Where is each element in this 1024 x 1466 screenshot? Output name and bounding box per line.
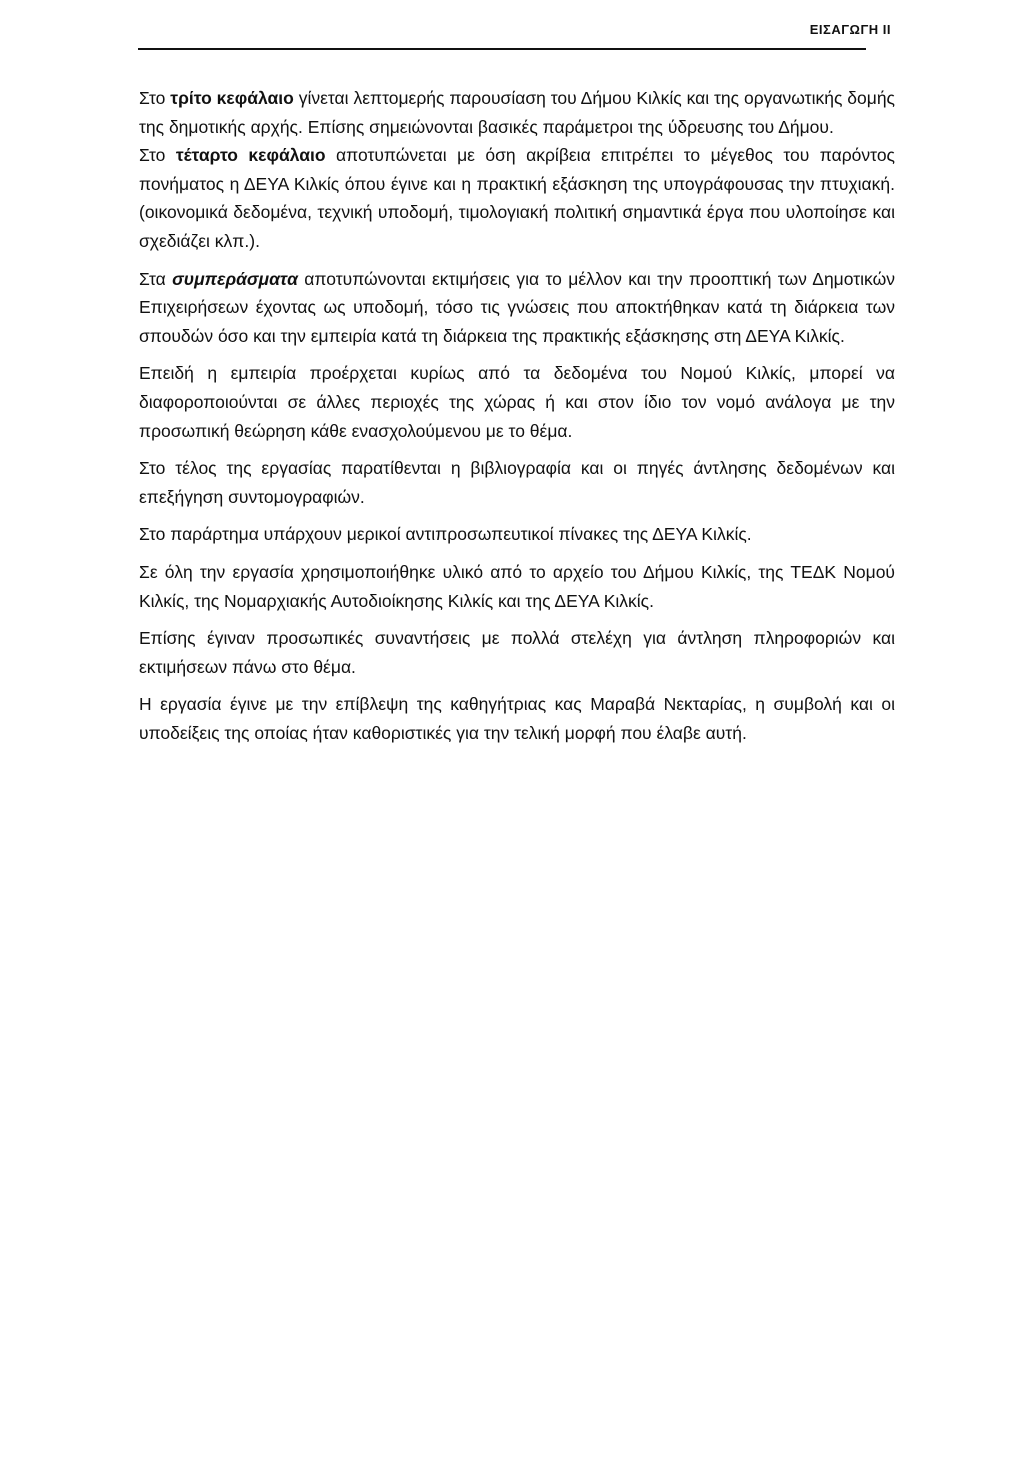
paragraph-appendix: Στο παράρτημα υπάρχουν μερικοί αντιπροσωπευτικοί πίνακες της ΔΕΥΑ Κιλκίς. — [139, 524, 752, 545]
paragraph-chapter-four — [139, 141, 895, 255]
header-rule — [138, 48, 866, 50]
paragraph-experience: Επειδή η εμπειρία προέρχεται κυρίως από τα δεδομένα του Νομού Κιλκίς, μπορεί να διαφοροποιούνται σε άλλες περιοχές της χώρας ή και στον ίδιο τον νομό ανάλογα με την προσωπική θεώρηση κάθε ενασχολούμενου με το θέμα. — [139, 363, 895, 441]
conclusions-emphasis: συμπεράσματα — [172, 268, 298, 289]
chapter-three-emphasis: τρίτο κεφάλαιο — [170, 88, 294, 108]
paragraph-lead: Στο — [139, 145, 176, 166]
paragraph-rest: αποτυπώνεται με όση ακρίβεια επιτρέπει το μέγεθος του παρόντος πονήματος η ΔΕΥΑ Κιλκίς όπου έγινε και η πρακτική εξάσκηση της υπογράφουσας την πτυχιακή. (οικονομικά δεδομένα, τεχνική υποδομή, τιμολογιακή πολιτική σημαντικά έργα που υλοποίησε και σχεδιάζει κλπ.). — [139, 145, 895, 251]
paragraph-sources: Σε όλη την εργασία χρησιμοποιήθηκε υλικό από το αρχείο του Δήμου Κιλκίς, της ΤΕΔΚ Νομού Κιλκίς, της Νομαρχιακής Αυτοδιοίκησης Κιλκίς και της ΔΕΥΑ Κιλκίς. — [139, 561, 895, 611]
paragraph-conclusions — [139, 265, 895, 351]
chapter-four-emphasis: τέταρτο κεφάλαιο — [175, 145, 326, 166]
body-text — [139, 84, 895, 756]
paragraph-rest: αποτυπώνονται εκτιμήσεις για το μέλλον και την προοπτική των Δημοτικών Επιχειρήσεων έχοντας ως υποδομή, τόσο τις γνώσεις που αποκτήθηκαν κατά τη διάρκεια των σπουδών όσο και την εμπειρία κατά τη διάρκεια της πρακτικής εξάσκησης στη ΔΕΥΑ Κιλκίς. — [139, 268, 896, 346]
paragraph-lead: Στα — [139, 268, 173, 289]
paragraph-bibliography: Στο τέλος της εργασίας παρατίθενται η βιβλιογραφία και οι πηγές άντλησης δεδομένων και επεξήγηση συντομογραφιών. — [139, 458, 895, 507]
paragraph-rest: γίνεται λεπτομερής παρουσίαση του Δήμου Κιλκίς και της οργανωτικής δομής της δημοτικής αρχής. Επίσης σημειώνονται βασικές παράμετροι της ύδρευσης του Δήμου. — [139, 88, 895, 137]
paragraph-lead: Στο — [139, 88, 171, 108]
running-header: ΕΙΣΑΓΩΓΗ II — [809, 22, 891, 37]
paragraph-chapter-three — [139, 84, 895, 141]
paragraph-meetings: Επίσης έγιναν προσωπικές συναντήσεις με πολλά στελέχη για άντληση πληροφοριών και εκτιμήσεων πάνω στο θέμα. — [139, 628, 895, 677]
paragraph-supervision: Η εργασία έγινε με την επίβλεψη της καθηγήτριας κας Μαραβά Νεκταρίας, η συμβολή και οι υποδείξεις της οποίας ήταν καθοριστικές για την τελική μορφή που έλαβε αυτή. — [139, 694, 895, 743]
